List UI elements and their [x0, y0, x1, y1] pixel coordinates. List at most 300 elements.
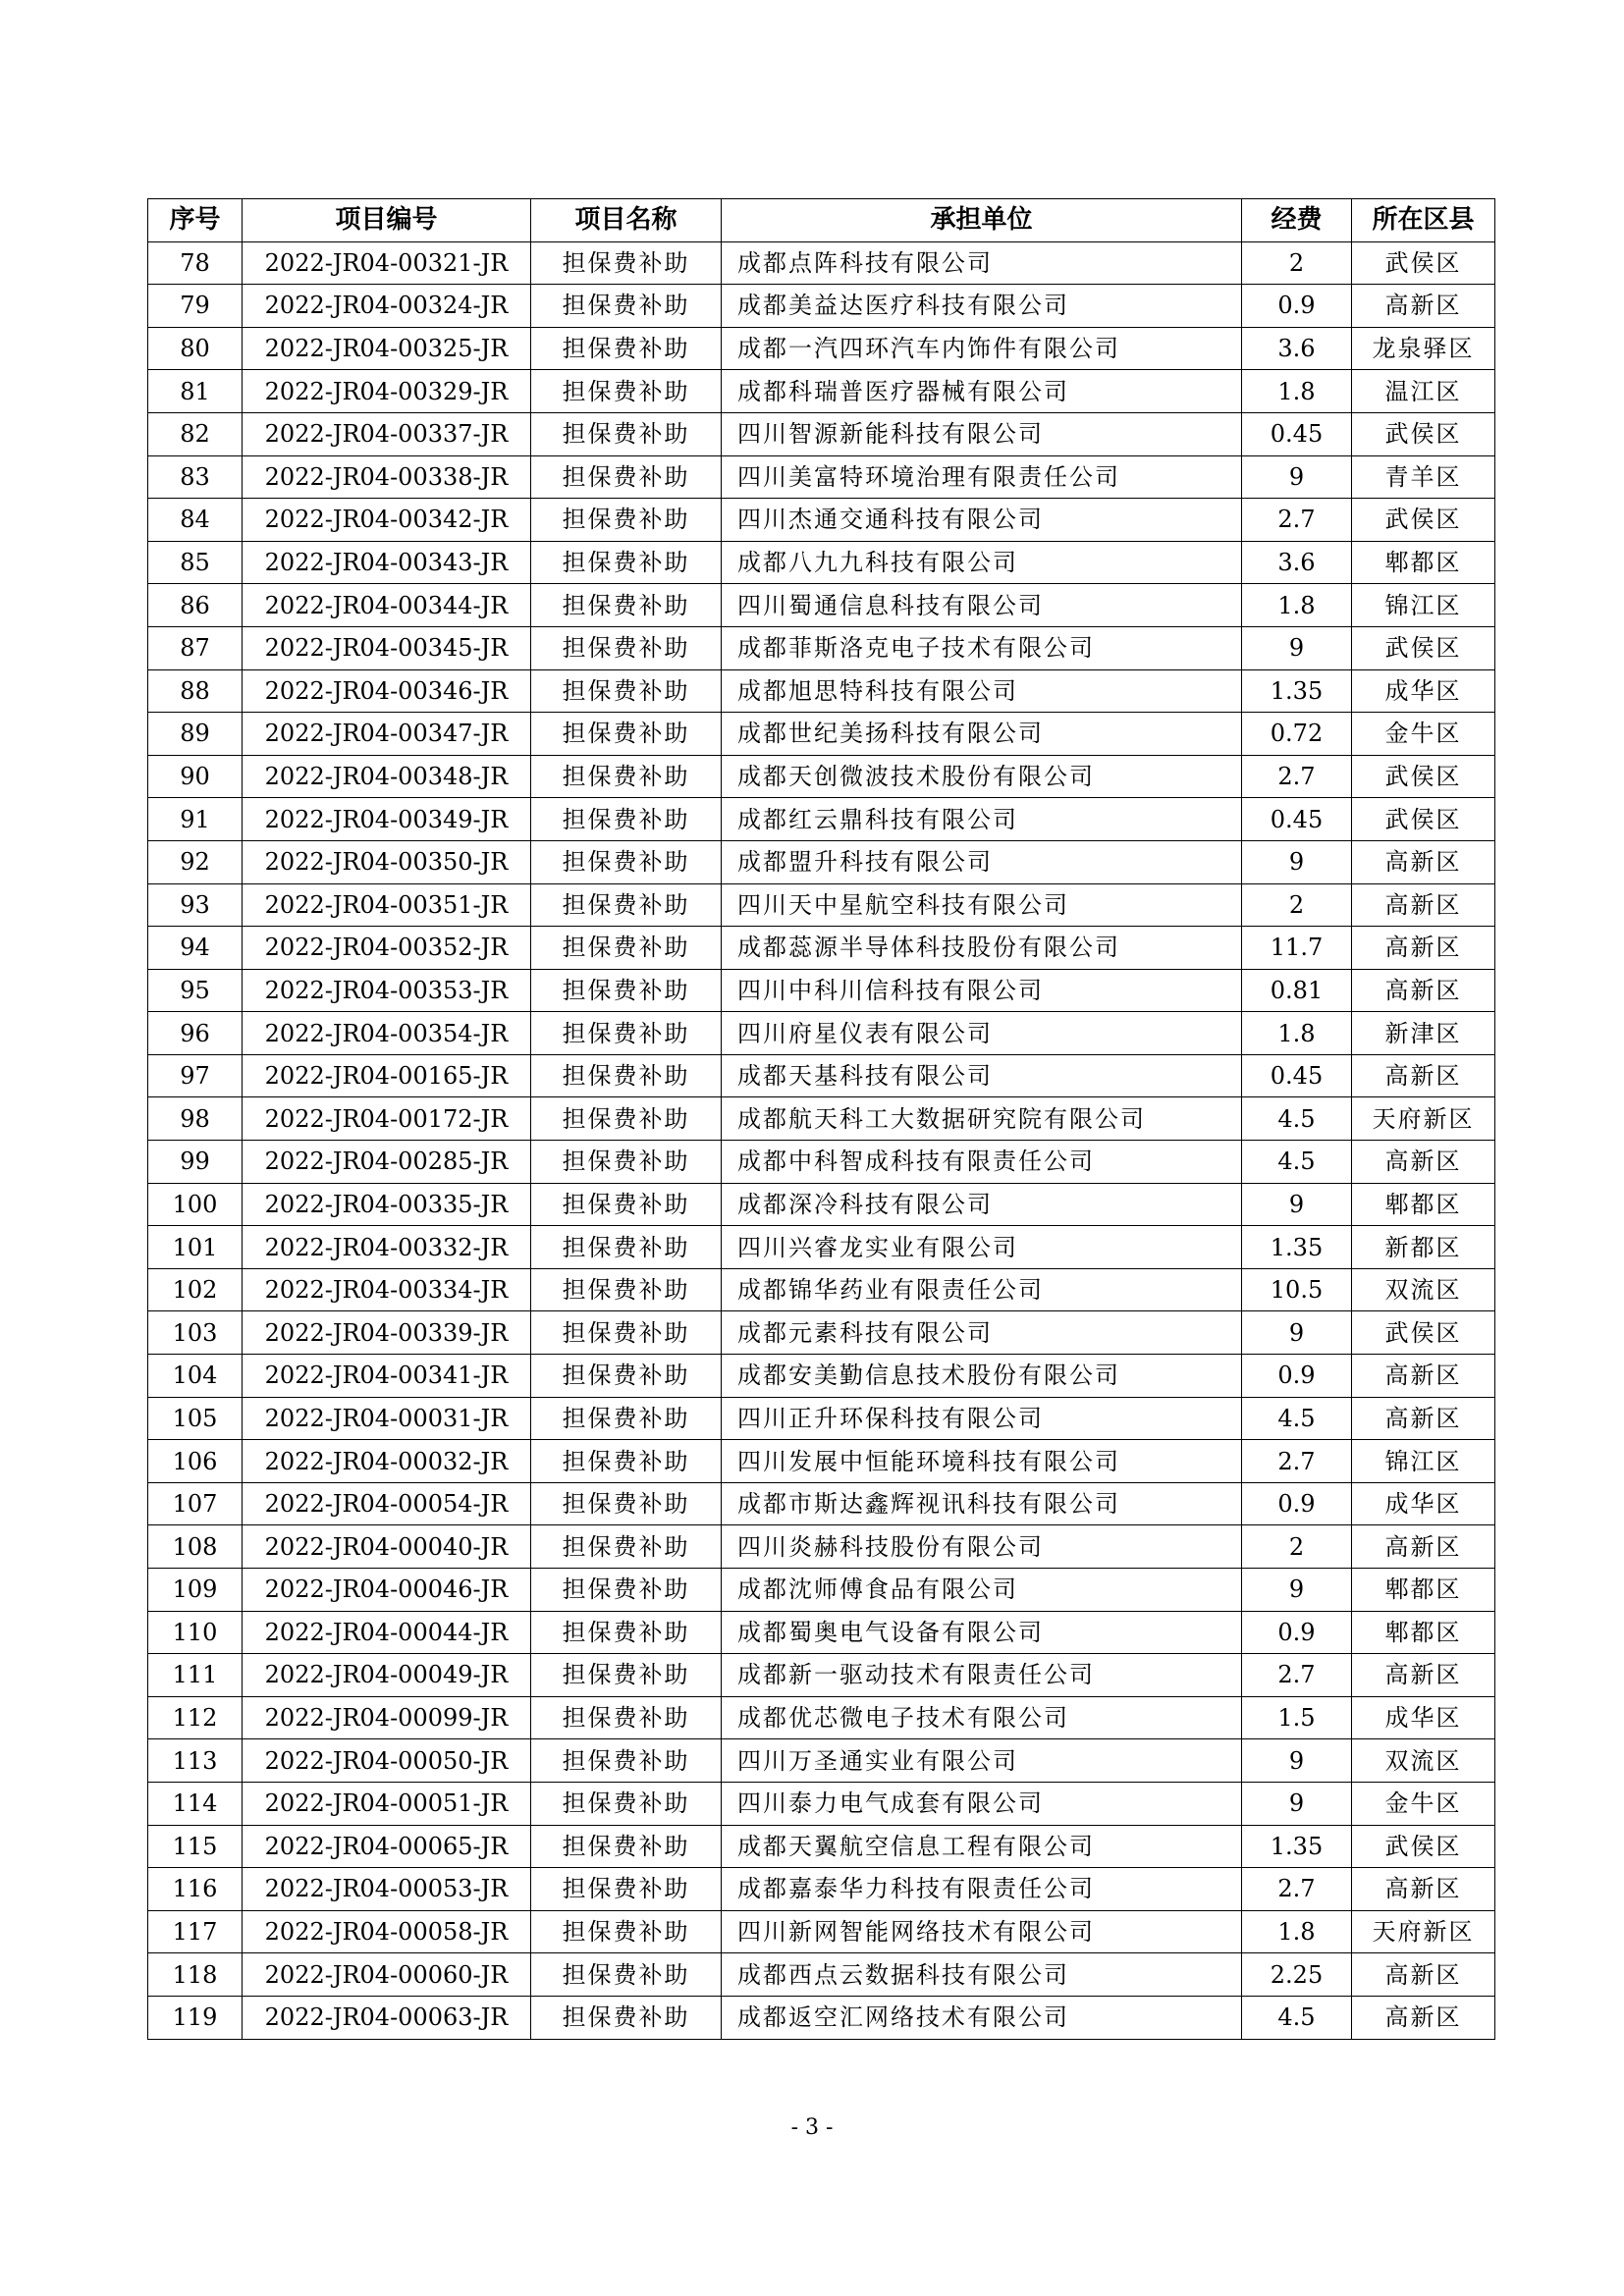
serial-cell: 113	[148, 1739, 243, 1783]
project-code-cell: 2022-JR04-00051-JR	[243, 1782, 531, 1825]
table-body	[148, 241, 1495, 2039]
district-cell: 武侯区	[1352, 626, 1495, 669]
table-row	[148, 455, 1495, 499]
district-cell: 高新区	[1352, 1868, 1495, 1911]
unit-cell: 成都新一驱动技术有限责任公司	[722, 1654, 1242, 1697]
project-code-cell: 2022-JR04-00032-JR	[243, 1440, 531, 1483]
funding-cell: 3.6	[1242, 327, 1352, 370]
project-code-cell: 2022-JR04-00351-JR	[243, 883, 531, 927]
funding-cell: 2.7	[1242, 499, 1352, 542]
project-code-cell: 2022-JR04-00343-JR	[243, 541, 531, 584]
table-row	[148, 1611, 1495, 1654]
district-cell: 新都区	[1352, 1226, 1495, 1269]
unit-cell: 成都元素科技有限公司	[722, 1311, 1242, 1355]
project-code-cell: 2022-JR04-00345-JR	[243, 626, 531, 669]
serial-cell: 99	[148, 1141, 243, 1184]
funding-cell: 1.8	[1242, 584, 1352, 627]
table-row	[148, 1739, 1495, 1783]
unit-cell: 成都菲斯洛克电子技术有限公司	[722, 626, 1242, 669]
project-name-cell: 担保费补助	[531, 1696, 722, 1739]
unit-cell: 成都西点云数据科技有限公司	[722, 1953, 1242, 1997]
serial-cell: 110	[148, 1611, 243, 1654]
serial-cell: 84	[148, 499, 243, 542]
project-code-cell: 2022-JR04-00050-JR	[243, 1739, 531, 1783]
serial-cell: 109	[148, 1569, 243, 1612]
district-cell: 武侯区	[1352, 1825, 1495, 1868]
project-code-cell: 2022-JR04-00335-JR	[243, 1183, 531, 1226]
table-row	[148, 241, 1495, 285]
district-cell: 高新区	[1352, 285, 1495, 328]
funding-cell: 9	[1242, 626, 1352, 669]
funding-cell: 1.35	[1242, 1825, 1352, 1868]
project-code-cell: 2022-JR04-00044-JR	[243, 1611, 531, 1654]
unit-cell: 成都沈师傅食品有限公司	[722, 1569, 1242, 1612]
project-code-cell: 2022-JR04-00342-JR	[243, 499, 531, 542]
serial-cell: 119	[148, 1996, 243, 2039]
table-row	[148, 927, 1495, 970]
funding-cell: 2	[1242, 883, 1352, 927]
district-cell: 郫都区	[1352, 1183, 1495, 1226]
funding-cell: 9	[1242, 1569, 1352, 1612]
project-code-cell: 2022-JR04-00324-JR	[243, 285, 531, 328]
project-name-cell: 担保费补助	[531, 1525, 722, 1569]
serial-cell: 82	[148, 412, 243, 455]
project-code-cell: 2022-JR04-00341-JR	[243, 1355, 531, 1398]
project-name-cell: 担保费补助	[531, 1440, 722, 1483]
district-cell: 高新区	[1352, 969, 1495, 1012]
unit-cell: 成都蜀奥电气设备有限公司	[722, 1611, 1242, 1654]
project-name-cell: 担保费补助	[531, 1910, 722, 1953]
funding-cell: 9	[1242, 455, 1352, 499]
table-row	[148, 1268, 1495, 1311]
table-row	[148, 1996, 1495, 2039]
funding-cell: 1.8	[1242, 370, 1352, 413]
unit-cell: 成都航天科工大数据研究院有限公司	[722, 1097, 1242, 1141]
table-row	[148, 584, 1495, 627]
header-serial: 序号	[148, 199, 243, 242]
table-row	[148, 713, 1495, 756]
project-name-cell: 担保费补助	[531, 1953, 722, 1997]
district-cell: 成华区	[1352, 1696, 1495, 1739]
serial-cell: 112	[148, 1696, 243, 1739]
table-row	[148, 541, 1495, 584]
unit-cell: 四川智源新能科技有限公司	[722, 412, 1242, 455]
funding-cell: 2.25	[1242, 1953, 1352, 1997]
serial-cell: 106	[148, 1440, 243, 1483]
serial-cell: 80	[148, 327, 243, 370]
serial-cell: 83	[148, 455, 243, 499]
table-row	[148, 1397, 1495, 1440]
project-name-cell: 担保费补助	[531, 1482, 722, 1525]
project-code-cell: 2022-JR04-00337-JR	[243, 412, 531, 455]
serial-cell: 94	[148, 927, 243, 970]
header-district: 所在区县	[1352, 199, 1495, 242]
document-sheet	[147, 198, 1494, 2040]
serial-cell: 89	[148, 713, 243, 756]
table-row	[148, 626, 1495, 669]
project-code-cell: 2022-JR04-00058-JR	[243, 1910, 531, 1953]
district-cell: 高新区	[1352, 883, 1495, 927]
project-code-cell: 2022-JR04-00049-JR	[243, 1654, 531, 1697]
funding-cell: 9	[1242, 840, 1352, 883]
header-project-name: 项目名称	[531, 199, 722, 242]
funding-cell: 9	[1242, 1782, 1352, 1825]
project-code-cell: 2022-JR04-00346-JR	[243, 669, 531, 713]
funding-cell: 2.7	[1242, 1654, 1352, 1697]
serial-cell: 88	[148, 669, 243, 713]
project-name-cell: 担保费补助	[531, 1268, 722, 1311]
header-project-code: 项目编号	[243, 199, 531, 242]
table-row	[148, 285, 1495, 328]
serial-cell: 81	[148, 370, 243, 413]
project-code-cell: 2022-JR04-00352-JR	[243, 927, 531, 970]
table-row	[148, 840, 1495, 883]
unit-cell: 四川蜀通信息科技有限公司	[722, 584, 1242, 627]
serial-cell: 86	[148, 584, 243, 627]
funding-cell: 1.8	[1242, 1012, 1352, 1055]
unit-cell: 成都八九九科技有限公司	[722, 541, 1242, 584]
district-cell: 郫都区	[1352, 1611, 1495, 1654]
project-name-cell: 担保费补助	[531, 1097, 722, 1141]
funding-cell: 0.45	[1242, 1054, 1352, 1097]
funding-cell: 1.5	[1242, 1696, 1352, 1739]
project-name-cell: 担保费补助	[531, 1782, 722, 1825]
project-name-cell: 担保费补助	[531, 755, 722, 798]
district-cell: 新津区	[1352, 1012, 1495, 1055]
serial-cell: 107	[148, 1482, 243, 1525]
district-cell: 武侯区	[1352, 241, 1495, 285]
table-row	[148, 1569, 1495, 1612]
project-name-cell: 担保费补助	[531, 241, 722, 285]
unit-cell: 成都美益达医疗科技有限公司	[722, 285, 1242, 328]
table-row	[148, 1525, 1495, 1569]
project-code-cell: 2022-JR04-00054-JR	[243, 1482, 531, 1525]
funding-cell: 4.5	[1242, 1996, 1352, 2039]
project-name-cell: 担保费补助	[531, 1739, 722, 1783]
district-cell: 高新区	[1352, 1953, 1495, 1997]
table-row	[148, 1097, 1495, 1141]
district-cell: 武侯区	[1352, 412, 1495, 455]
header-funding: 经费	[1242, 199, 1352, 242]
project-name-cell: 担保费补助	[531, 412, 722, 455]
funding-cell: 4.5	[1242, 1397, 1352, 1440]
district-cell: 高新区	[1352, 1355, 1495, 1398]
district-cell: 武侯区	[1352, 755, 1495, 798]
funding-cell: 0.45	[1242, 798, 1352, 841]
funding-cell: 0.9	[1242, 1482, 1352, 1525]
project-name-cell: 担保费补助	[531, 969, 722, 1012]
funding-cell: 10.5	[1242, 1268, 1352, 1311]
project-code-cell: 2022-JR04-00046-JR	[243, 1569, 531, 1612]
unit-cell: 成都一汽四环汽车内饰件有限公司	[722, 327, 1242, 370]
table-row	[148, 1141, 1495, 1184]
project-name-cell: 担保费补助	[531, 455, 722, 499]
table-row	[148, 669, 1495, 713]
project-code-cell: 2022-JR04-00172-JR	[243, 1097, 531, 1141]
serial-cell: 118	[148, 1953, 243, 1997]
serial-cell: 78	[148, 241, 243, 285]
project-name-cell: 担保费补助	[531, 327, 722, 370]
district-cell: 高新区	[1352, 1141, 1495, 1184]
project-code-cell: 2022-JR04-00338-JR	[243, 455, 531, 499]
serial-cell: 101	[148, 1226, 243, 1269]
project-code-cell: 2022-JR04-00347-JR	[243, 713, 531, 756]
table-row	[148, 1654, 1495, 1697]
unit-cell: 成都世纪美扬科技有限公司	[722, 713, 1242, 756]
serial-cell: 115	[148, 1825, 243, 1868]
unit-cell: 四川正升环保科技有限公司	[722, 1397, 1242, 1440]
table-row	[148, 1696, 1495, 1739]
district-cell: 龙泉驿区	[1352, 327, 1495, 370]
district-cell: 双流区	[1352, 1739, 1495, 1783]
header-undertaking-unit: 承担单位	[722, 199, 1242, 242]
serial-cell: 96	[148, 1012, 243, 1055]
table-row	[148, 969, 1495, 1012]
serial-cell: 108	[148, 1525, 243, 1569]
unit-cell: 四川新网智能网络技术有限公司	[722, 1910, 1242, 1953]
funding-cell: 1.35	[1242, 1226, 1352, 1269]
table-row	[148, 370, 1495, 413]
unit-cell: 四川中科川信科技有限公司	[722, 969, 1242, 1012]
funding-cell: 0.9	[1242, 1611, 1352, 1654]
project-name-cell: 担保费补助	[531, 798, 722, 841]
unit-cell: 成都点阵科技有限公司	[722, 241, 1242, 285]
serial-cell: 92	[148, 840, 243, 883]
project-code-cell: 2022-JR04-00348-JR	[243, 755, 531, 798]
table-row	[148, 1825, 1495, 1868]
district-cell: 成华区	[1352, 669, 1495, 713]
unit-cell: 成都中科智成科技有限责任公司	[722, 1141, 1242, 1184]
serial-cell: 85	[148, 541, 243, 584]
funding-cell: 9	[1242, 1183, 1352, 1226]
funding-cell: 2.7	[1242, 755, 1352, 798]
project-name-cell: 担保费补助	[531, 584, 722, 627]
serial-cell: 91	[148, 798, 243, 841]
project-name-cell: 担保费补助	[531, 1183, 722, 1226]
serial-cell: 105	[148, 1397, 243, 1440]
serial-cell: 104	[148, 1355, 243, 1398]
unit-cell: 成都科瑞普医疗器械有限公司	[722, 370, 1242, 413]
project-name-cell: 担保费补助	[531, 883, 722, 927]
serial-cell: 102	[148, 1268, 243, 1311]
project-name-cell: 担保费补助	[531, 1569, 722, 1612]
funding-cell: 2	[1242, 241, 1352, 285]
unit-cell: 四川杰通交通科技有限公司	[722, 499, 1242, 542]
funding-cell: 4.5	[1242, 1097, 1352, 1141]
project-code-cell: 2022-JR04-00329-JR	[243, 370, 531, 413]
table-row	[148, 1868, 1495, 1911]
project-name-cell: 担保费补助	[531, 927, 722, 970]
district-cell: 郫都区	[1352, 541, 1495, 584]
project-code-cell: 2022-JR04-00040-JR	[243, 1525, 531, 1569]
district-cell: 高新区	[1352, 1996, 1495, 2039]
table-row	[148, 327, 1495, 370]
district-cell: 锦江区	[1352, 1440, 1495, 1483]
serial-cell: 111	[148, 1654, 243, 1697]
unit-cell: 成都安美勤信息技术股份有限公司	[722, 1355, 1242, 1398]
unit-cell: 四川府星仪表有限公司	[722, 1012, 1242, 1055]
district-cell: 青羊区	[1352, 455, 1495, 499]
table-row	[148, 1482, 1495, 1525]
project-name-cell: 担保费补助	[531, 1012, 722, 1055]
district-cell: 温江区	[1352, 370, 1495, 413]
project-name-cell: 担保费补助	[531, 1825, 722, 1868]
unit-cell: 成都嘉泰华力科技有限责任公司	[722, 1868, 1242, 1911]
funding-cell: 9	[1242, 1311, 1352, 1355]
project-code-cell: 2022-JR04-00332-JR	[243, 1226, 531, 1269]
unit-cell: 四川炎赫科技股份有限公司	[722, 1525, 1242, 1569]
unit-cell: 成都蕊源半导体科技股份有限公司	[722, 927, 1242, 970]
project-name-cell: 担保费补助	[531, 541, 722, 584]
unit-cell: 四川万圣通实业有限公司	[722, 1739, 1242, 1783]
district-cell: 郫都区	[1352, 1569, 1495, 1612]
project-name-cell: 担保费补助	[531, 1868, 722, 1911]
district-cell: 金牛区	[1352, 713, 1495, 756]
table-row	[148, 1054, 1495, 1097]
unit-cell: 成都深冷科技有限公司	[722, 1183, 1242, 1226]
project-name-cell: 担保费补助	[531, 370, 722, 413]
serial-cell: 93	[148, 883, 243, 927]
district-cell: 武侯区	[1352, 499, 1495, 542]
table-row	[148, 883, 1495, 927]
project-name-cell: 担保费补助	[531, 1654, 722, 1697]
project-name-cell: 担保费补助	[531, 669, 722, 713]
project-code-cell: 2022-JR04-00053-JR	[243, 1868, 531, 1911]
project-name-cell: 担保费补助	[531, 1397, 722, 1440]
table-row	[148, 1910, 1495, 1953]
project-name-cell: 担保费补助	[531, 1611, 722, 1654]
table-row	[148, 412, 1495, 455]
table-row	[148, 798, 1495, 841]
project-code-cell: 2022-JR04-00354-JR	[243, 1012, 531, 1055]
unit-cell: 成都返空汇网络技术有限公司	[722, 1996, 1242, 2039]
serial-cell: 100	[148, 1183, 243, 1226]
project-code-cell: 2022-JR04-00285-JR	[243, 1141, 531, 1184]
project-code-cell: 2022-JR04-00334-JR	[243, 1268, 531, 1311]
table-header-row	[148, 199, 1495, 242]
table-row	[148, 1226, 1495, 1269]
project-name-cell: 担保费补助	[531, 1226, 722, 1269]
unit-cell: 成都旭思特科技有限公司	[722, 669, 1242, 713]
serial-cell: 98	[148, 1097, 243, 1141]
table-row	[148, 499, 1495, 542]
funding-cell: 2.7	[1242, 1868, 1352, 1911]
funding-cell: 1.8	[1242, 1910, 1352, 1953]
unit-cell: 成都天创微波技术股份有限公司	[722, 755, 1242, 798]
funding-cell: 2	[1242, 1525, 1352, 1569]
unit-cell: 四川泰力电气成套有限公司	[722, 1782, 1242, 1825]
serial-cell: 90	[148, 755, 243, 798]
funding-cell: 4.5	[1242, 1141, 1352, 1184]
district-cell: 高新区	[1352, 927, 1495, 970]
district-cell: 高新区	[1352, 1525, 1495, 1569]
district-cell: 成华区	[1352, 1482, 1495, 1525]
project-name-cell: 担保费补助	[531, 1141, 722, 1184]
funding-cell: 11.7	[1242, 927, 1352, 970]
project-name-cell: 担保费补助	[531, 1355, 722, 1398]
project-code-cell: 2022-JR04-00321-JR	[243, 241, 531, 285]
project-code-cell: 2022-JR04-00349-JR	[243, 798, 531, 841]
project-code-cell: 2022-JR04-00031-JR	[243, 1397, 531, 1440]
table-row	[148, 1183, 1495, 1226]
district-cell: 天府新区	[1352, 1910, 1495, 1953]
district-cell: 高新区	[1352, 1654, 1495, 1697]
project-name-cell: 担保费补助	[531, 626, 722, 669]
funding-cell: 2.7	[1242, 1440, 1352, 1483]
district-cell: 高新区	[1352, 1397, 1495, 1440]
project-name-cell: 担保费补助	[531, 713, 722, 756]
project-code-cell: 2022-JR04-00339-JR	[243, 1311, 531, 1355]
project-code-cell: 2022-JR04-00060-JR	[243, 1953, 531, 1997]
funding-cell: 0.72	[1242, 713, 1352, 756]
funding-cell: 0.81	[1242, 969, 1352, 1012]
district-cell: 高新区	[1352, 1054, 1495, 1097]
table-row	[148, 1953, 1495, 1997]
serial-cell: 116	[148, 1868, 243, 1911]
district-cell: 天府新区	[1352, 1097, 1495, 1141]
project-name-cell: 担保费补助	[531, 499, 722, 542]
table-row	[148, 755, 1495, 798]
project-code-cell: 2022-JR04-00099-JR	[243, 1696, 531, 1739]
project-funding-table	[147, 198, 1495, 2040]
project-code-cell: 2022-JR04-00325-JR	[243, 327, 531, 370]
serial-cell: 95	[148, 969, 243, 1012]
unit-cell: 四川发展中恒能环境科技有限公司	[722, 1440, 1242, 1483]
unit-cell: 成都优芯微电子技术有限公司	[722, 1696, 1242, 1739]
project-name-cell: 担保费补助	[531, 840, 722, 883]
serial-cell: 87	[148, 626, 243, 669]
funding-cell: 9	[1242, 1739, 1352, 1783]
table-row	[148, 1012, 1495, 1055]
district-cell: 武侯区	[1352, 798, 1495, 841]
unit-cell: 四川天中星航空科技有限公司	[722, 883, 1242, 927]
project-code-cell: 2022-JR04-00344-JR	[243, 584, 531, 627]
funding-cell: 0.9	[1242, 1355, 1352, 1398]
serial-cell: 103	[148, 1311, 243, 1355]
unit-cell: 成都锦华药业有限责任公司	[722, 1268, 1242, 1311]
funding-cell: 0.9	[1242, 285, 1352, 328]
serial-cell: 117	[148, 1910, 243, 1953]
serial-cell: 79	[148, 285, 243, 328]
serial-cell: 114	[148, 1782, 243, 1825]
table-row	[148, 1311, 1495, 1355]
project-code-cell: 2022-JR04-00063-JR	[243, 1996, 531, 2039]
funding-cell: 3.6	[1242, 541, 1352, 584]
district-cell: 锦江区	[1352, 584, 1495, 627]
funding-cell: 0.45	[1242, 412, 1352, 455]
unit-cell: 四川兴睿龙实业有限公司	[722, 1226, 1242, 1269]
project-code-cell: 2022-JR04-00065-JR	[243, 1825, 531, 1868]
unit-cell: 成都天基科技有限公司	[722, 1054, 1242, 1097]
table-row	[148, 1782, 1495, 1825]
district-cell: 高新区	[1352, 840, 1495, 883]
unit-cell: 成都红云鼎科技有限公司	[722, 798, 1242, 841]
project-code-cell: 2022-JR04-00350-JR	[243, 840, 531, 883]
page-number: - 3 -	[790, 2115, 834, 2140]
project-name-cell: 担保费补助	[531, 1996, 722, 2039]
unit-cell: 成都盟升科技有限公司	[722, 840, 1242, 883]
district-cell: 金牛区	[1352, 1782, 1495, 1825]
unit-cell: 成都市斯达鑫辉视讯科技有限公司	[722, 1482, 1242, 1525]
district-cell: 双流区	[1352, 1268, 1495, 1311]
unit-cell: 四川美富特环境治理有限责任公司	[722, 455, 1242, 499]
project-code-cell: 2022-JR04-00165-JR	[243, 1054, 531, 1097]
serial-cell: 97	[148, 1054, 243, 1097]
project-name-cell: 担保费补助	[531, 285, 722, 328]
project-code-cell: 2022-JR04-00353-JR	[243, 969, 531, 1012]
district-cell: 武侯区	[1352, 1311, 1495, 1355]
project-name-cell: 担保费补助	[531, 1311, 722, 1355]
